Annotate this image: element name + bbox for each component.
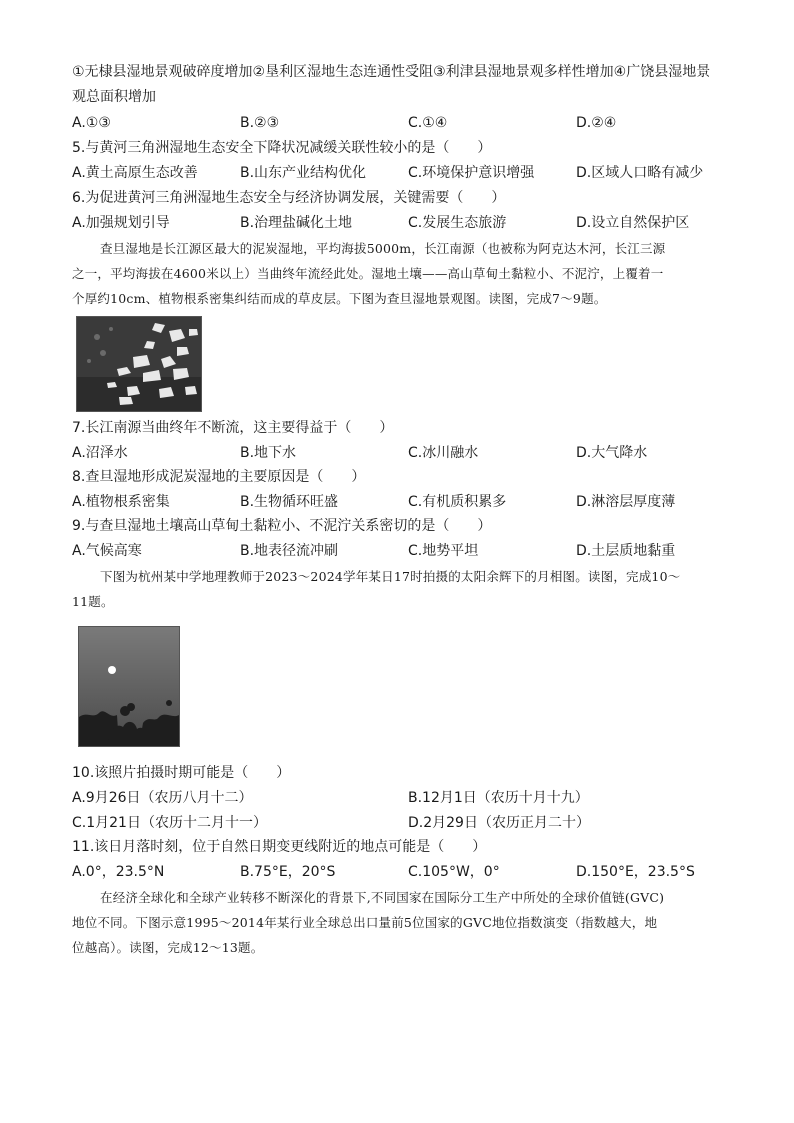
- passage2-line1: 下图为杭州某中学地理教师于2023～2024学年某日17时拍摄的太阳余辉下的月相图。读图，完成10～: [100, 569, 681, 584]
- passage2-line2: 11题。: [72, 594, 114, 609]
- q4-option-b[interactable]: B.②③: [240, 115, 280, 131]
- q10-option-a[interactable]: A.9月26日（农历八月十二）: [72, 790, 253, 806]
- q10-option-d[interactable]: D.2月29日（农历正月二十）: [408, 815, 590, 831]
- passage3-line1: 在经济全球化和全球产业转移不断深化的背景下,不同国家在国际分工生产中所处的全球价值链(GVC): [100, 890, 665, 905]
- q10-option-c[interactable]: C.1月21日（农历十二月十一）: [72, 815, 267, 831]
- q6-option-a[interactable]: A.加强规划引导: [72, 215, 170, 231]
- q5-option-a[interactable]: A.黄土高原生态改善: [72, 165, 198, 181]
- q8-stem: 8.查旦湿地形成泥炭湿地的主要原因是（ ）: [72, 469, 366, 485]
- q5-option-d[interactable]: D.区域人口略有减少: [576, 165, 704, 181]
- q8-option-c[interactable]: C.有机质积累多: [408, 494, 507, 510]
- passage1-line2: 之一，平均海拔在4600米以上）当曲终年流经此处。湿地土壤——高山草甸土黏粒小、不泥泞，上覆着一: [72, 266, 664, 281]
- q9-stem: 9.与查旦湿地土壤高山草甸土黏粒小、不泥泞关系密切的是（ ）: [72, 518, 492, 534]
- q4-option-a[interactable]: A.①③: [72, 115, 111, 131]
- q7-option-b[interactable]: B.地下水: [240, 445, 297, 461]
- q8-option-b[interactable]: B.生物循环旺盛: [240, 494, 339, 510]
- q6-option-b[interactable]: B.治理盐碱化土地: [240, 215, 353, 231]
- q4-stem-line1: ①无棣县湿地景观破碎度增加②垦利区湿地生态连通性受阻③利津县湿地景观多样性增加④广饶县湿地景: [72, 64, 711, 80]
- q7-option-d[interactable]: D.大气降水: [576, 445, 648, 461]
- q5-option-b[interactable]: B.山东产业结构优化: [240, 165, 367, 181]
- q5-option-c[interactable]: C.环境保护意识增强: [408, 165, 535, 181]
- q9-option-d[interactable]: D.土层质地黏重: [576, 543, 676, 559]
- q7-option-a[interactable]: A.沼泽水: [72, 445, 128, 461]
- q8-option-d[interactable]: D.淋溶层厚度薄: [576, 494, 676, 510]
- q4-option-c[interactable]: C.①④: [408, 115, 448, 131]
- q10-option-b[interactable]: B.12月1日（农历十月十九）: [408, 790, 589, 806]
- q6-option-c[interactable]: C.发展生态旅游: [408, 215, 507, 231]
- q11-option-d[interactable]: D.150°E，23.5°S: [576, 864, 695, 880]
- passage3-line3: 位越高）。读图，完成12～13题。: [72, 940, 264, 955]
- q11-option-c[interactable]: C.105°W，0°: [408, 864, 500, 880]
- q4-stem-line2: 观总面积增加: [72, 89, 156, 105]
- q5-stem: 5.与黄河三角洲湿地生态安全下降状况减缓关联性较小的是（ ）: [72, 140, 492, 156]
- passage1-line3: 个厚约10cm、植物根系密集纠结而成的草皮层。下图为查旦湿地景观图。读图，完成7～9题。: [72, 291, 607, 306]
- q4-option-d[interactable]: D.②④: [576, 115, 617, 131]
- passage3-line2: 地位不同。下图示意1995～2014年某行业全球总出口量前5位国家的GVC地位指数演变（指数越大，地: [72, 915, 658, 930]
- q9-option-b[interactable]: B.地表径流冲刷: [240, 543, 339, 559]
- moon-phase-photo: [78, 626, 180, 747]
- moon-icon: [108, 666, 116, 674]
- wetland-landscape-photo: [76, 316, 202, 412]
- q7-option-c[interactable]: C.冰川融水: [408, 445, 479, 461]
- passage1-line1: 查旦湿地是长江源区最大的泥炭湿地，平均海拔5000m，长江南源（也被称为阿克达木河，长江三源: [100, 241, 666, 256]
- q6-stem: 6.为促进黄河三角洲湿地生态安全与经济协调发展，关键需要（ ）: [72, 190, 506, 206]
- q7-stem: 7.长江南源当曲终年不断流，这主要得益于（ ）: [72, 420, 394, 436]
- q10-stem: 10.该照片拍摄时期可能是（ ）: [72, 765, 291, 781]
- q8-option-a[interactable]: A.植物根系密集: [72, 494, 170, 510]
- q9-option-c[interactable]: C.地势平坦: [408, 543, 479, 559]
- q6-option-d[interactable]: D.设立自然保护区: [576, 215, 690, 231]
- q11-stem: 11.该日月落时刻，位于自然日期变更线附近的地点可能是（ ）: [72, 839, 487, 855]
- q9-option-a[interactable]: A.气候高寒: [72, 543, 142, 559]
- q11-option-b[interactable]: B.75°E，20°S: [240, 864, 336, 880]
- q11-option-a[interactable]: A.0°，23.5°N: [72, 864, 165, 880]
